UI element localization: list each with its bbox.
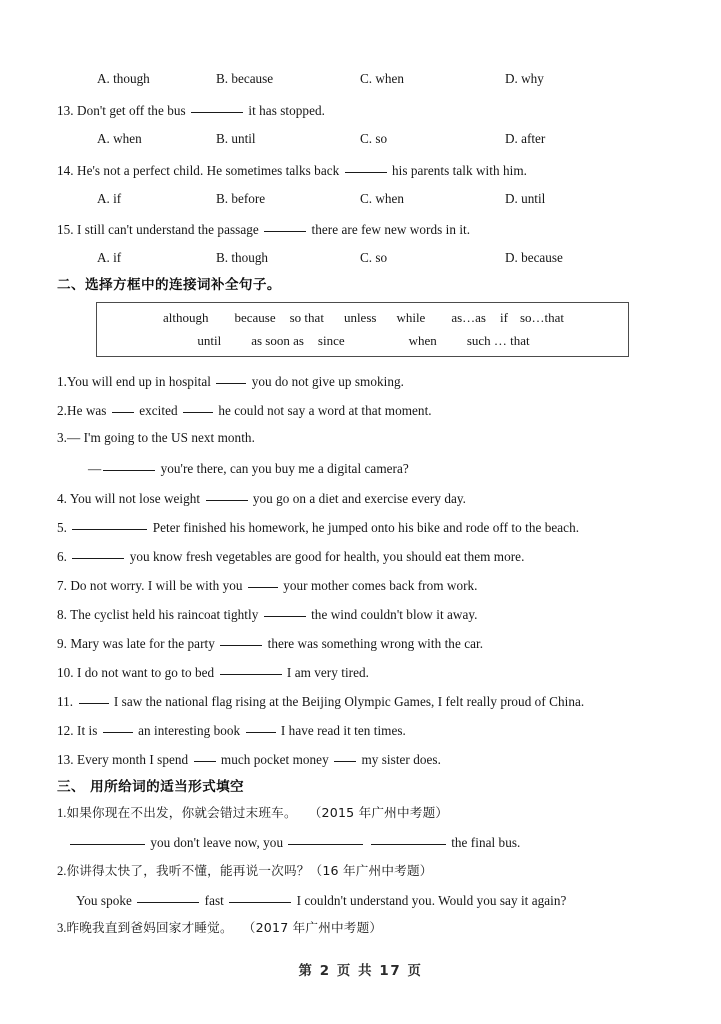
fill-item-13 [57, 750, 697, 768]
item-text-before: — I'm going to the US next month. [67, 430, 255, 445]
option-c[interactable]: C. so [360, 250, 388, 265]
answer-text-before: You spoke [76, 893, 132, 908]
item-text-after: you're there, can you buy me a digital camera? [160, 461, 409, 476]
answer-blank-2[interactable] [246, 721, 276, 733]
item-chinese: 如果你现在不出发，你就会错过末班车。 [66, 805, 297, 820]
word-bank-item[interactable]: because [234, 310, 276, 325]
section-three-heading: 三、 用所给词的适当形式填空 [57, 779, 245, 795]
answer-blank-3[interactable] [371, 833, 446, 845]
answer-blank[interactable] [264, 605, 306, 617]
question-number: 15. [57, 222, 74, 237]
fill-item-1 [57, 372, 697, 390]
item-text-after: you know fresh vegetables are good for health, you should eat them more. [129, 549, 525, 564]
option-a[interactable]: A. if [97, 191, 122, 206]
item-text-middle: an interesting book [138, 723, 241, 738]
item-text-after: I saw the national flag rising at the Beijing Olympic Games, I felt really proud of China. [113, 694, 585, 709]
option-c[interactable]: C. so [360, 131, 388, 146]
item-source: （2015 年广州中考题） [308, 805, 449, 820]
item-number: 2. [57, 403, 67, 418]
option-d[interactable]: D. until [505, 191, 546, 206]
option-c[interactable]: C. when [360, 71, 404, 86]
item-text-after: you go on a diet and exercise every day. [252, 491, 467, 506]
word-bank-item[interactable]: until [197, 333, 222, 348]
option-a[interactable]: A. when [97, 131, 142, 146]
translate-item-1-answer [68, 833, 708, 851]
item-number: 4. [57, 491, 67, 506]
answer-blank[interactable] [220, 663, 282, 675]
item-number: 1. [57, 374, 67, 389]
word-bank-item[interactable]: when [408, 333, 437, 348]
item-source: （16 年广州中考题） [309, 863, 433, 878]
item-text-before: You will end up in hospital [67, 374, 211, 389]
word-bank-item[interactable]: so…that [519, 310, 565, 325]
option-d[interactable]: D. after [505, 131, 546, 146]
fill-item-3-response [88, 459, 721, 477]
item-chinese: 你讲得太快了，我听不懂，能再说一次吗？ [66, 863, 310, 878]
options-row-q15 [0, 249, 721, 266]
fill-item-4 [57, 489, 697, 507]
answer-blank-2[interactable] [334, 750, 356, 762]
question-text-before: He's not a perfect child. He sometimes talks back [77, 163, 340, 178]
item-text-after: you do not give up smoking. [251, 374, 404, 389]
item-text-before: The cyclist held his raincoat tightly [70, 607, 259, 622]
item-text-after: the wind couldn't blow it away. [311, 607, 478, 622]
answer-blank-2[interactable] [229, 891, 291, 903]
word-bank-item[interactable]: as…as [451, 310, 486, 325]
answer-blank[interactable] [248, 576, 278, 588]
options-row-q14 [0, 190, 721, 207]
item-number: 12. [57, 723, 74, 738]
answer-blank[interactable] [191, 101, 243, 113]
word-bank-item[interactable]: although [162, 310, 209, 325]
option-b[interactable]: B. because [216, 71, 274, 86]
answer-blank[interactable] [72, 547, 124, 559]
item-text-after: your mother comes back from work. [283, 578, 478, 593]
item-number: 3. [57, 430, 67, 445]
fill-item-5 [57, 518, 697, 536]
page-footer: 第 2 页 共 17 页 [298, 964, 423, 979]
item-text-before: Mary was late for the party [70, 636, 215, 651]
answer-blank-1[interactable] [70, 833, 145, 845]
item-number: 2. [57, 864, 67, 878]
item-text-middle: much pocket money [220, 752, 329, 767]
question-15 [57, 220, 697, 238]
question-text-before: I still can't understand the passage [77, 222, 259, 237]
answer-blank-1[interactable] [194, 750, 216, 762]
option-b[interactable]: B. though [216, 250, 269, 265]
item-text-before: I do not want to go to bed [77, 665, 215, 680]
fill-item-3 [57, 430, 697, 446]
item-text-after: he could not say a word at that moment. [218, 403, 432, 418]
answer-text-middle: fast [204, 893, 224, 908]
answer-blank[interactable] [264, 220, 306, 232]
item-number: 6. [57, 549, 67, 564]
option-a[interactable]: A. though [97, 71, 150, 86]
item-text-before: You will not lose weight [69, 491, 201, 506]
word-bank-item[interactable]: so that [289, 310, 324, 325]
question-number: 13. [57, 103, 74, 118]
question-13 [57, 101, 697, 119]
fill-item-7 [57, 576, 697, 594]
fill-item-2 [57, 401, 697, 419]
item-text-before: It is [77, 723, 98, 738]
fill-item-6 [57, 547, 697, 565]
answer-blank[interactable] [216, 372, 246, 384]
word-bank-item[interactable]: since [317, 333, 345, 348]
option-b[interactable]: B. before [216, 191, 266, 206]
answer-blank[interactable] [103, 459, 155, 471]
answer-blank-1[interactable] [112, 401, 134, 413]
answer-blank[interactable] [220, 634, 262, 646]
item-text-after: there was something wrong with the car. [267, 636, 484, 651]
question-text-after: there are few new words in it. [311, 222, 471, 237]
answer-blank[interactable] [79, 692, 109, 704]
item-number: 7. [57, 578, 67, 593]
item-source: （2017 年广州中考题） [242, 920, 383, 935]
item-number: 5. [57, 520, 67, 535]
option-d[interactable]: D. because [505, 250, 563, 265]
item-text-after: Peter finished his homework, he jumped onto his bike and rode off to the beach. [152, 520, 580, 535]
item-number: 9. [57, 636, 67, 651]
answer-blank-1[interactable] [103, 721, 133, 733]
word-bank-row-1 [97, 310, 630, 326]
answer-blank[interactable] [72, 518, 147, 530]
section-two-heading: 二、选择方框中的连接词补全句子。 [57, 277, 281, 293]
answer-text-middle: you don't leave now, you [150, 835, 284, 850]
translate-item-1-prompt [57, 805, 448, 821]
word-bank-box [96, 302, 629, 357]
option-b[interactable]: B. until [216, 131, 256, 146]
option-d[interactable]: D. why [505, 71, 544, 86]
question-text-after: it has stopped. [248, 103, 325, 118]
item-text-after: I have read it ten times. [280, 723, 406, 738]
word-bank-row-2 [97, 333, 630, 349]
item-text-middle: excited [139, 403, 178, 418]
item-text-after: I am very tired. [286, 665, 369, 680]
answer-blank-1[interactable] [137, 891, 199, 903]
item-text-before: He was [67, 403, 107, 418]
fill-item-8 [57, 605, 697, 623]
answer-text-after: the final bus. [451, 835, 521, 850]
word-bank-item[interactable]: such … that [466, 333, 530, 348]
answer-text-after: I couldn't understand you. Would you say it again? [296, 893, 567, 908]
item-number: 11. [57, 694, 74, 709]
item-chinese: 昨晚我直到爸妈回家才睡觉。 [66, 920, 233, 935]
option-c[interactable]: C. when [360, 191, 404, 206]
fill-item-11 [57, 692, 697, 710]
answer-blank-2[interactable] [288, 833, 363, 845]
word-bank-item[interactable]: while [396, 310, 426, 325]
dash-marker: — [88, 461, 102, 476]
fill-item-12 [57, 721, 697, 739]
item-number: 13. [57, 752, 74, 767]
item-number: 8. [57, 607, 67, 622]
question-14 [57, 161, 697, 179]
word-bank-item[interactable]: unless [343, 310, 377, 325]
answer-blank[interactable] [345, 161, 387, 173]
translate-item-2-prompt [57, 863, 433, 879]
item-text-before: Every month I spend [77, 752, 189, 767]
answer-blank[interactable] [206, 489, 248, 501]
question-number: 14. [57, 163, 74, 178]
item-text-after: my sister does. [361, 752, 441, 767]
item-text-before: Do not worry. I will be with you [70, 578, 243, 593]
item-number: 3. [57, 921, 67, 935]
item-number: 10. [57, 665, 74, 680]
item-number: 1. [57, 806, 67, 820]
fill-item-10 [57, 663, 697, 681]
options-row-q13 [0, 130, 721, 147]
word-bank-item[interactable]: as soon as [251, 333, 304, 348]
question-text-after: his parents talk with him. [391, 163, 527, 178]
translate-item-2-answer [76, 891, 716, 909]
question-text-before: Don't get off the bus [77, 103, 186, 118]
fill-item-9 [57, 634, 697, 652]
option-a[interactable]: A. if [97, 250, 122, 265]
word-bank-item[interactable]: if [500, 310, 508, 325]
translate-item-3-prompt [57, 920, 382, 936]
options-row-q12 [0, 70, 721, 87]
answer-blank-2[interactable] [183, 401, 213, 413]
